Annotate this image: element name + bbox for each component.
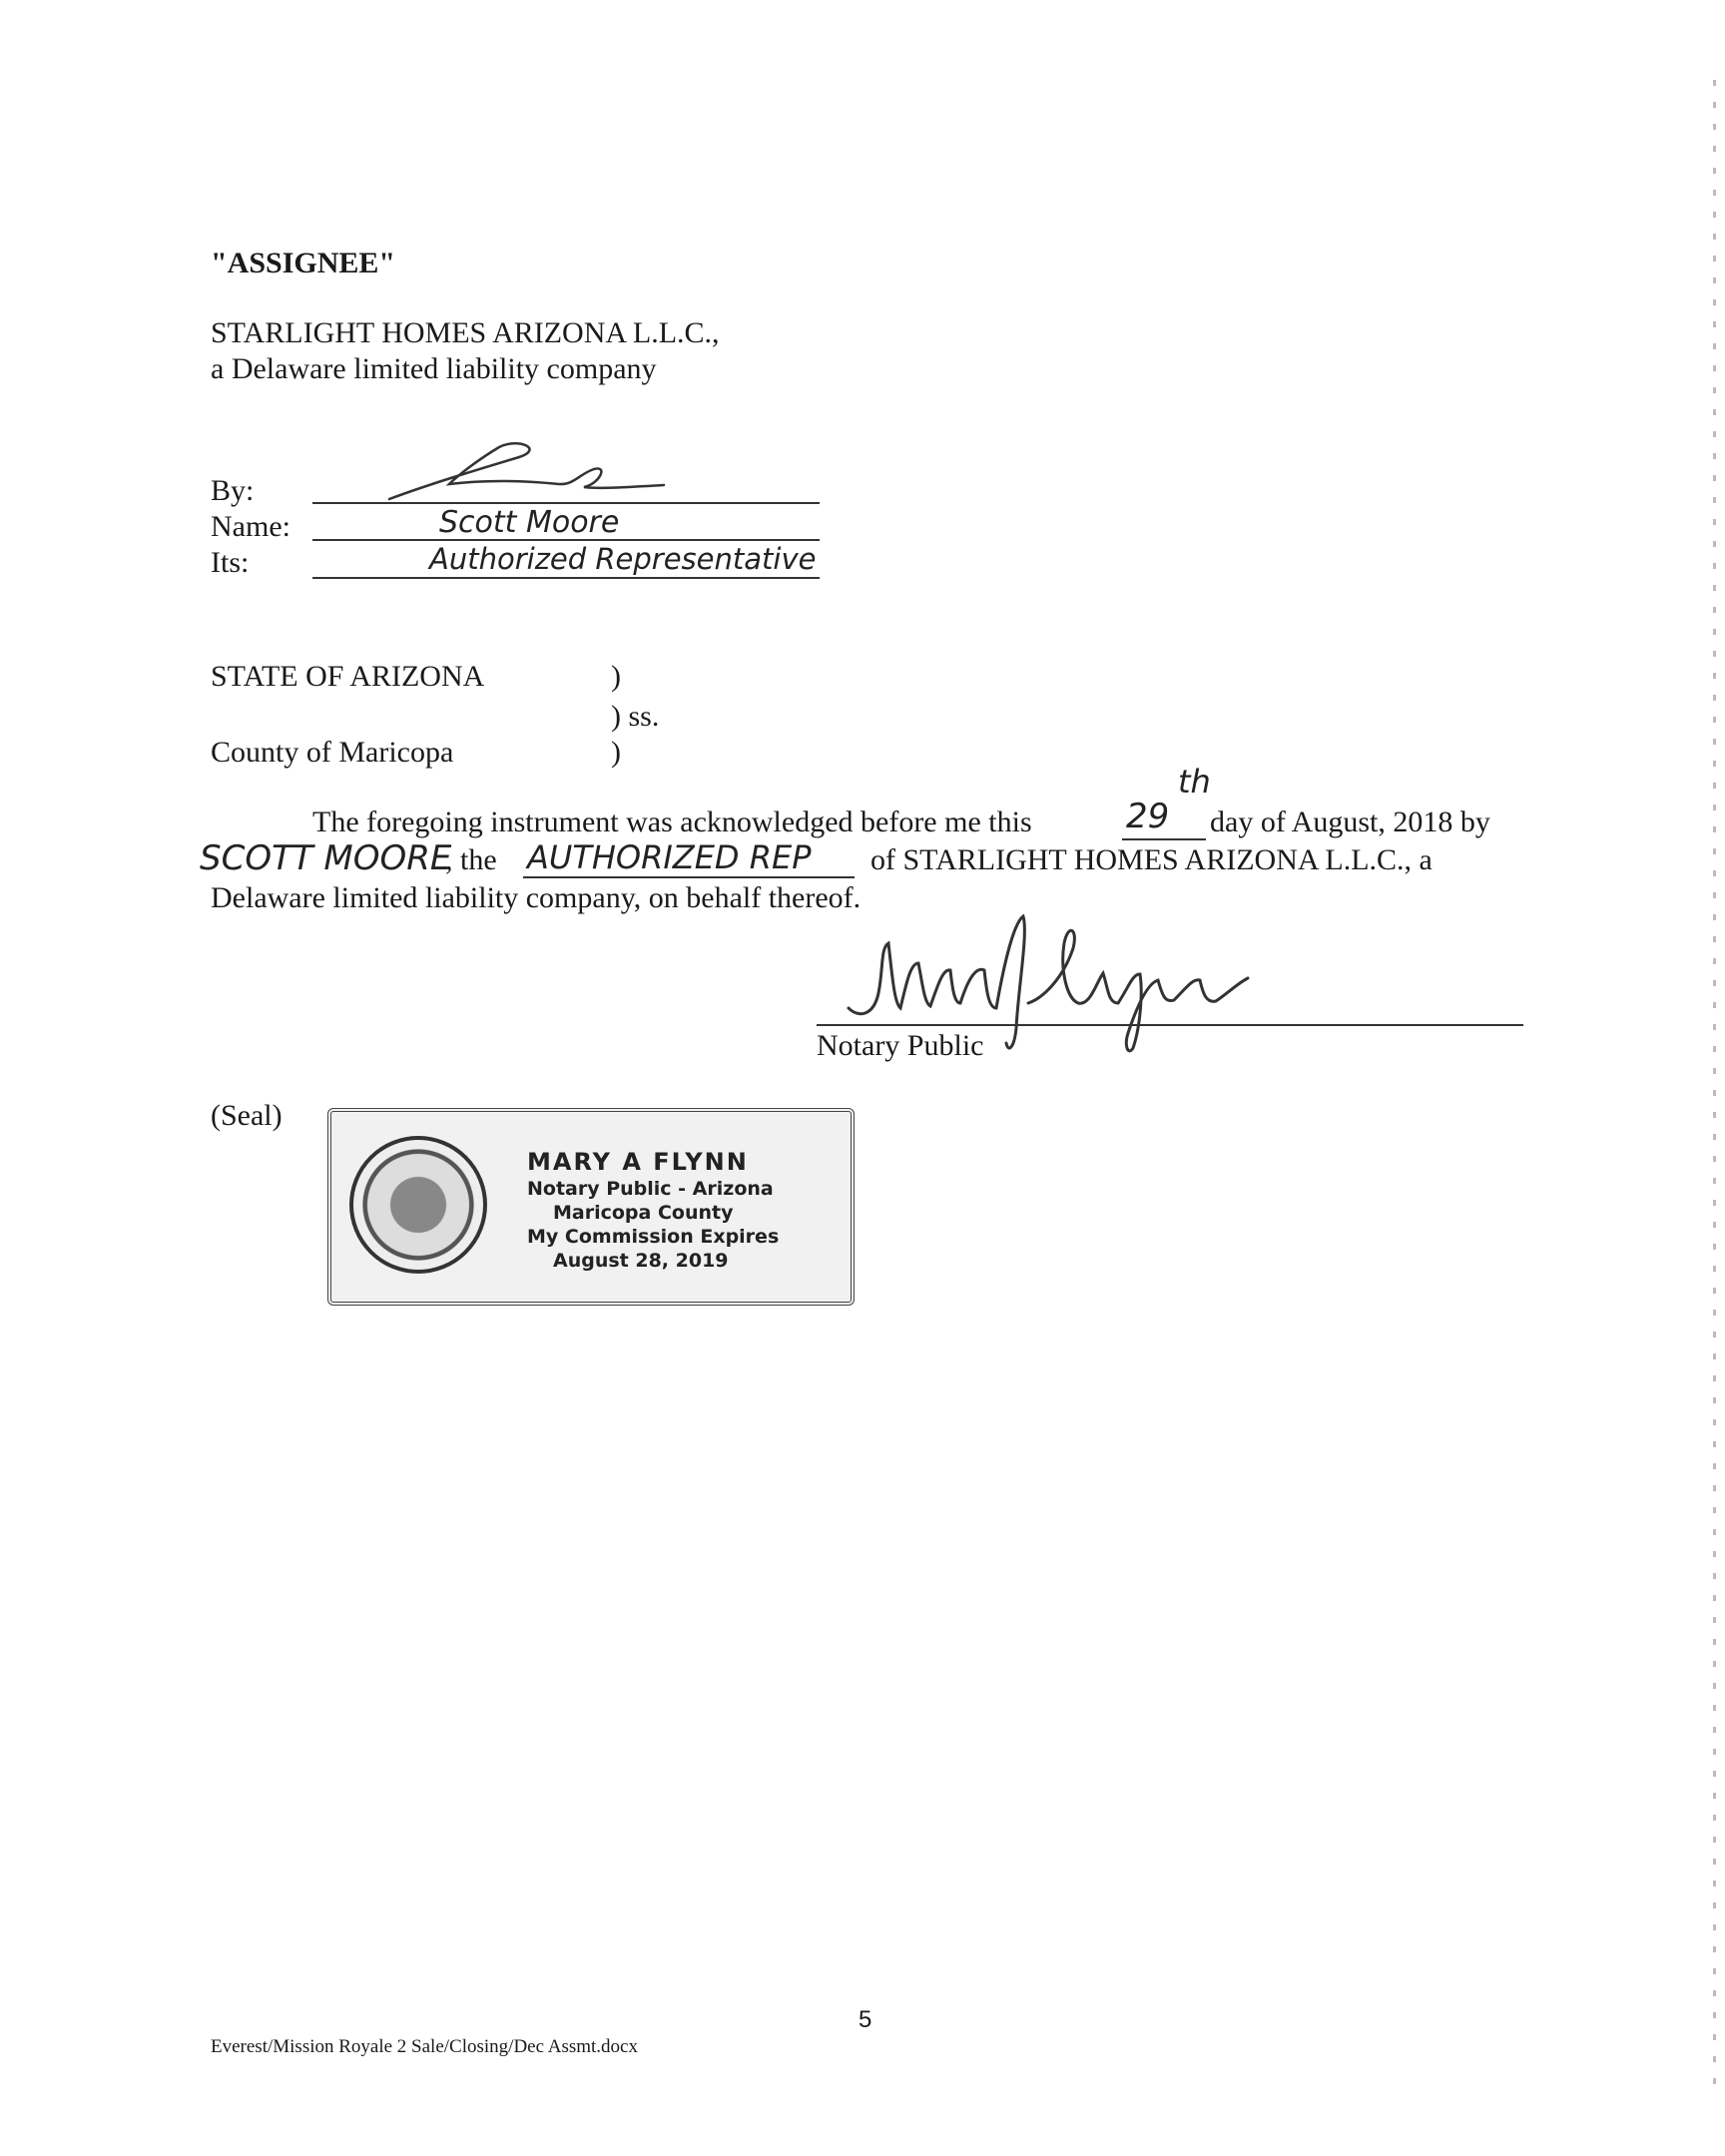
state-label: STATE OF ARIZONA (211, 660, 485, 693)
assignee-heading: "ASSIGNEE" (211, 247, 396, 279)
footer-filename: Everest/Mission Royale 2 Sale/Closing/Dec Assmt.docx (211, 2036, 638, 2057)
seal-line5: August 28, 2019 (553, 1250, 729, 1272)
its-signature-line (312, 577, 820, 579)
seal-label: (Seal) (211, 1099, 283, 1132)
venue-paren-3: ) (611, 736, 621, 769)
ack-line2-post: of STARLIGHT HOMES ARIZONA L.L.C., a (870, 843, 1433, 876)
notary-signature-line (817, 1024, 1523, 1026)
page-number: 5 (859, 2006, 872, 2033)
name-label: Name: (211, 510, 290, 543)
venue-paren-1: ) (611, 660, 621, 693)
ack-line3: Delaware limited liability company, on behalf thereof. (211, 881, 862, 914)
ack-line1-pre: The foregoing instrument was acknowledged before me this (312, 806, 1032, 838)
ack-day: 29 (1126, 797, 1170, 836)
notary-seal-stamp (327, 1108, 855, 1306)
assignee-signature (369, 429, 669, 509)
venue-ss: ) ss. (611, 700, 660, 733)
company-description: a Delaware limited liability company (211, 352, 657, 385)
seal-line2: Notary Public - Arizona (527, 1178, 774, 1200)
ack-day-suffix: th (1178, 763, 1211, 801)
day-blank-line (1122, 838, 1206, 840)
company-name: STARLIGHT HOMES ARIZONA L.L.C., (211, 316, 720, 349)
scan-edge-artifact (1713, 80, 1716, 2096)
ack-person: SCOTT MOORE (200, 838, 452, 878)
seal-name: MARY A FLYNN (527, 1148, 749, 1176)
ack-capacity: AUTHORIZED REP (527, 838, 812, 876)
ack-the: , the (445, 843, 497, 876)
its-handwritten: Authorized Representative (429, 542, 817, 576)
county-label: County of Maricopa (211, 736, 454, 769)
its-label: Its: (211, 546, 250, 579)
by-label: By: (211, 474, 255, 507)
seal-line4: My Commission Expires (527, 1226, 780, 1248)
seal-line3: Maricopa County (553, 1202, 734, 1224)
state-seal-emblem (349, 1136, 487, 1274)
notary-public-label: Notary Public (817, 1029, 984, 1062)
name-handwritten: Scott Moore (439, 505, 620, 540)
ack-line1-post: day of August, 2018 by (1210, 806, 1490, 838)
capacity-blank-line (523, 876, 855, 878)
